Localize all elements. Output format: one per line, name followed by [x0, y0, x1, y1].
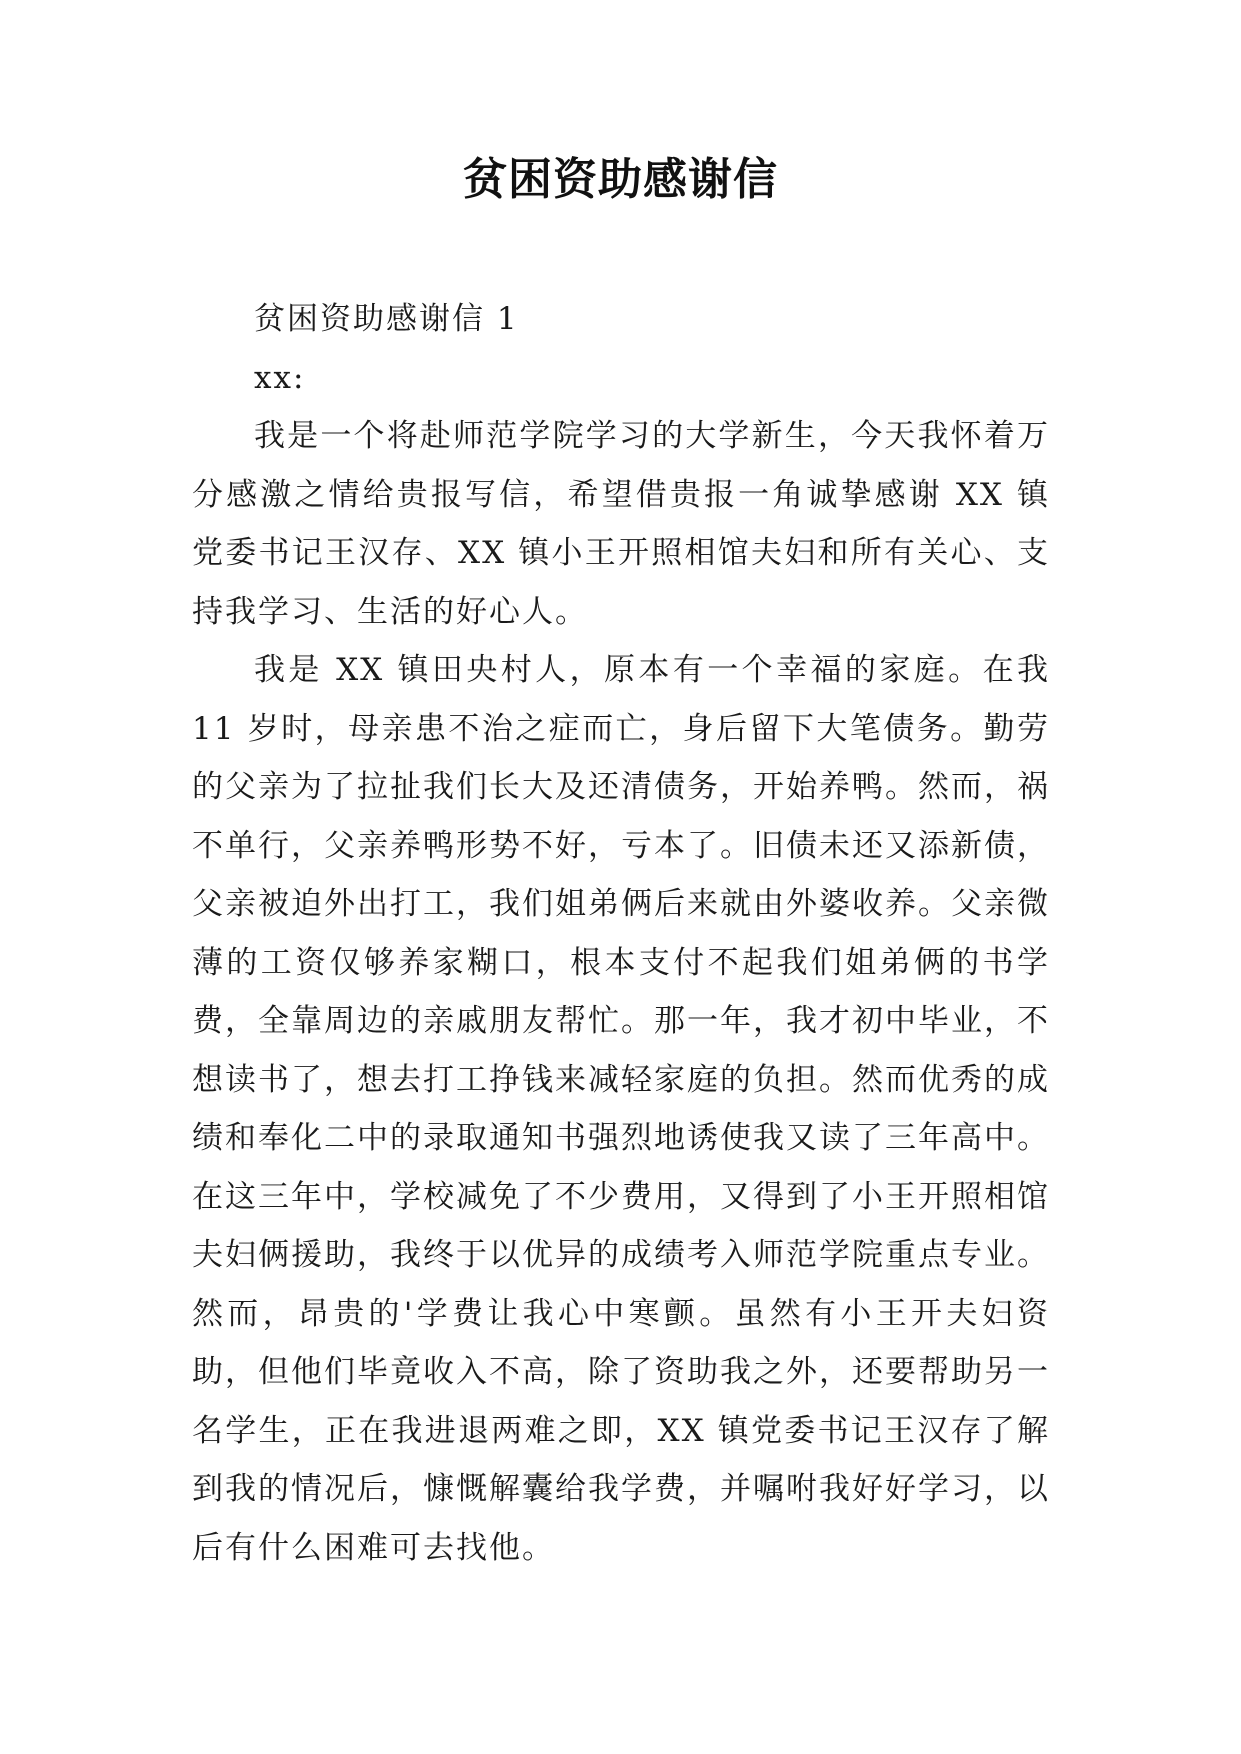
letter-subtitle: 贫困资助感谢信 1	[254, 301, 519, 337]
document-title: 贫困资助感谢信	[463, 154, 778, 205]
letter-paragraph-2: 我是 XX 镇田央村人，原本有一个幸福的家庭。在我 11 岁时，母亲患不治之症而亡，身后留下大笔债务。勤劳的父亲为了拉扯我们长大及还清债务，开始养鸭。然而，祸不单行，父亲养鸭形势不好，亏本了。旧债未还又添新债，父亲被迫外出打工，我们姐弟俩后来就由外婆收养。父亲微薄的工资仅够养家糊口，根本支付不起我们姐弟俩的书学费，全靠周边的亲戚朋友帮忙。那一年，我才初中毕业，不想读书了，想去打工挣钱来减轻家庭的负担。然而优秀的成绩和奉化二中的录取通知书强烈地诱使我又读了三年高中。在这三年中，学校减免了不少费用，又得到了小王开照相馆夫妇俩援助，我终于以优异的成绩考入师范学院重点专业。然而，昂贵的'学费让我心中寒颤。虽然有小王开夫妇资助，但他们毕竟收入不高，除了资助我之外，还要帮助另一名学生，正在我进退两难之即，XX 镇党委书记王汉存了解到我的情况后，慷慨解囊给我学费，并嘱咐我好好学习，以后有什么困难可去找他。	[192, 652, 1050, 1566]
letter-paragraph-1: 我是一个将赴师范学院学习的大学新生，今天我怀着万分感激之情给贵报写信，希望借贵报一角诚挚感谢 XX 镇党委书记王汉存、XX 镇小王开照相馆夫妇和所有关心、支持我学习、生活的好心人。	[192, 418, 1050, 630]
letter-salutation: xx:	[254, 359, 306, 396]
document-body	[192, 290, 1050, 1577]
